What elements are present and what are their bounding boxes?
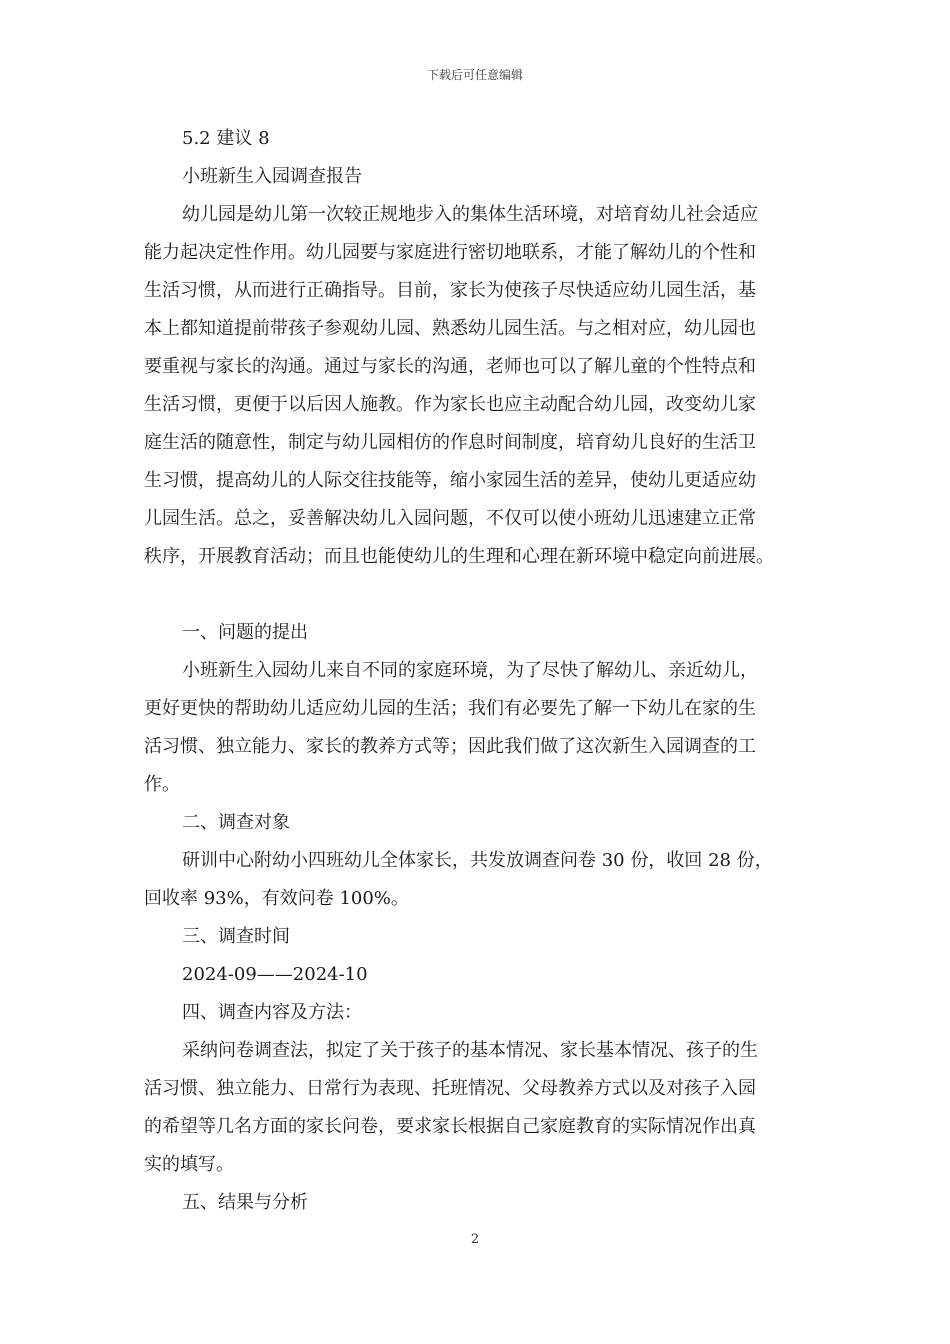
paragraph-line: 能力起决定性作用。幼儿园要与家庭进行密切地联系，才能了解幼儿的个性和 bbox=[144, 242, 756, 263]
paragraph-line: 回收率 93%，有效问卷 100%。 bbox=[144, 888, 409, 909]
paragraph-line: 儿园生活。总之，妥善解决幼儿入园问题，不仅可以使小班幼儿迅速建立正常 bbox=[144, 508, 756, 529]
survey-period: 2024-09——2024-10 bbox=[182, 964, 368, 985]
paragraph-line: 采纳问卷调查法，拟定了关于孩子的基本情况、家长基本情况、孩子的生 bbox=[182, 1040, 758, 1061]
document-title: 小班新生入园调查报告 bbox=[182, 166, 362, 187]
section-label: 5.2 建议 8 bbox=[182, 128, 270, 149]
paragraph-line: 小班新生入园幼儿来自不同的家庭环境，为了尽快了解幼儿、亲近幼儿， bbox=[182, 660, 758, 681]
page-header: 下载后可任意编辑 bbox=[426, 68, 523, 82]
paragraph-line: 生活习惯，从而进行正确指导。目前，家长为使孩子尽快适应幼儿园生活，基 bbox=[144, 280, 756, 301]
section-heading: 五、结果与分析 bbox=[182, 1192, 308, 1213]
section-heading: 四、调查内容及方法： bbox=[182, 1002, 362, 1023]
paragraph-line: 要重视与家长的沟通。通过与家长的沟通，老师也可以了解儿童的个性特点和 bbox=[144, 356, 756, 377]
paragraph-line: 作。 bbox=[144, 774, 180, 795]
paragraph-line: 本上都知道提前带孩子参观幼儿园、熟悉幼儿园生活。与之相对应，幼儿园也 bbox=[144, 318, 756, 339]
paragraph-line: 活习惯、独立能力、日常行为表现、托班情况、父母教养方式以及对孩子入园 bbox=[144, 1078, 756, 1099]
paragraph-line: 实的填写。 bbox=[144, 1154, 234, 1175]
paragraph-line: 活习惯、独立能力、家长的教养方式等；因此我们做了这次新生入园调查的工 bbox=[144, 736, 756, 757]
paragraph-line: 的希望等几名方面的家长问卷，要求家长根据自己家庭教育的实际情况作出真 bbox=[144, 1116, 756, 1137]
section-paragraph bbox=[144, 1032, 824, 1184]
section-heading: 三、调查时间 bbox=[182, 926, 290, 947]
section-paragraph bbox=[144, 842, 824, 918]
intro-paragraph bbox=[144, 196, 824, 576]
section-heading: 一、问题的提出 bbox=[182, 622, 308, 643]
paragraph-line: 幼儿园是幼儿第一次较正规地步入的集体生活环境，对培育幼儿社会适应 bbox=[182, 204, 758, 225]
paragraph-line: 庭生活的随意性，制定与幼儿园相仿的作息时间制度，培育幼儿良好的生活卫 bbox=[144, 432, 756, 453]
paragraph-line: 生活习惯，更便于以后因人施教。作为家长也应主动配合幼儿园，改变幼儿家 bbox=[144, 394, 756, 415]
section-paragraph bbox=[144, 652, 824, 804]
document-body bbox=[144, 120, 824, 1222]
paragraph-line: 研训中心附幼小四班幼儿全体家长，共发放调查问卷 30 份，收回 28 份， bbox=[182, 850, 773, 871]
blank-line bbox=[144, 576, 824, 614]
section-heading: 二、调查对象 bbox=[182, 812, 290, 833]
paragraph-line: 秩序，开展教育活动；而且也能使幼儿的生理和心理在新环境中稳定向前进展。 bbox=[144, 546, 774, 567]
paragraph-line: 更好更快的帮助幼儿适应幼儿园的生活；我们有必要先了解一下幼儿在家的生 bbox=[144, 698, 756, 719]
page-number: 2 bbox=[470, 1232, 480, 1247]
paragraph-line: 生习惯，提高幼儿的人际交往技能等，缩小家园生活的差异，使幼儿更适应幼 bbox=[144, 470, 756, 491]
